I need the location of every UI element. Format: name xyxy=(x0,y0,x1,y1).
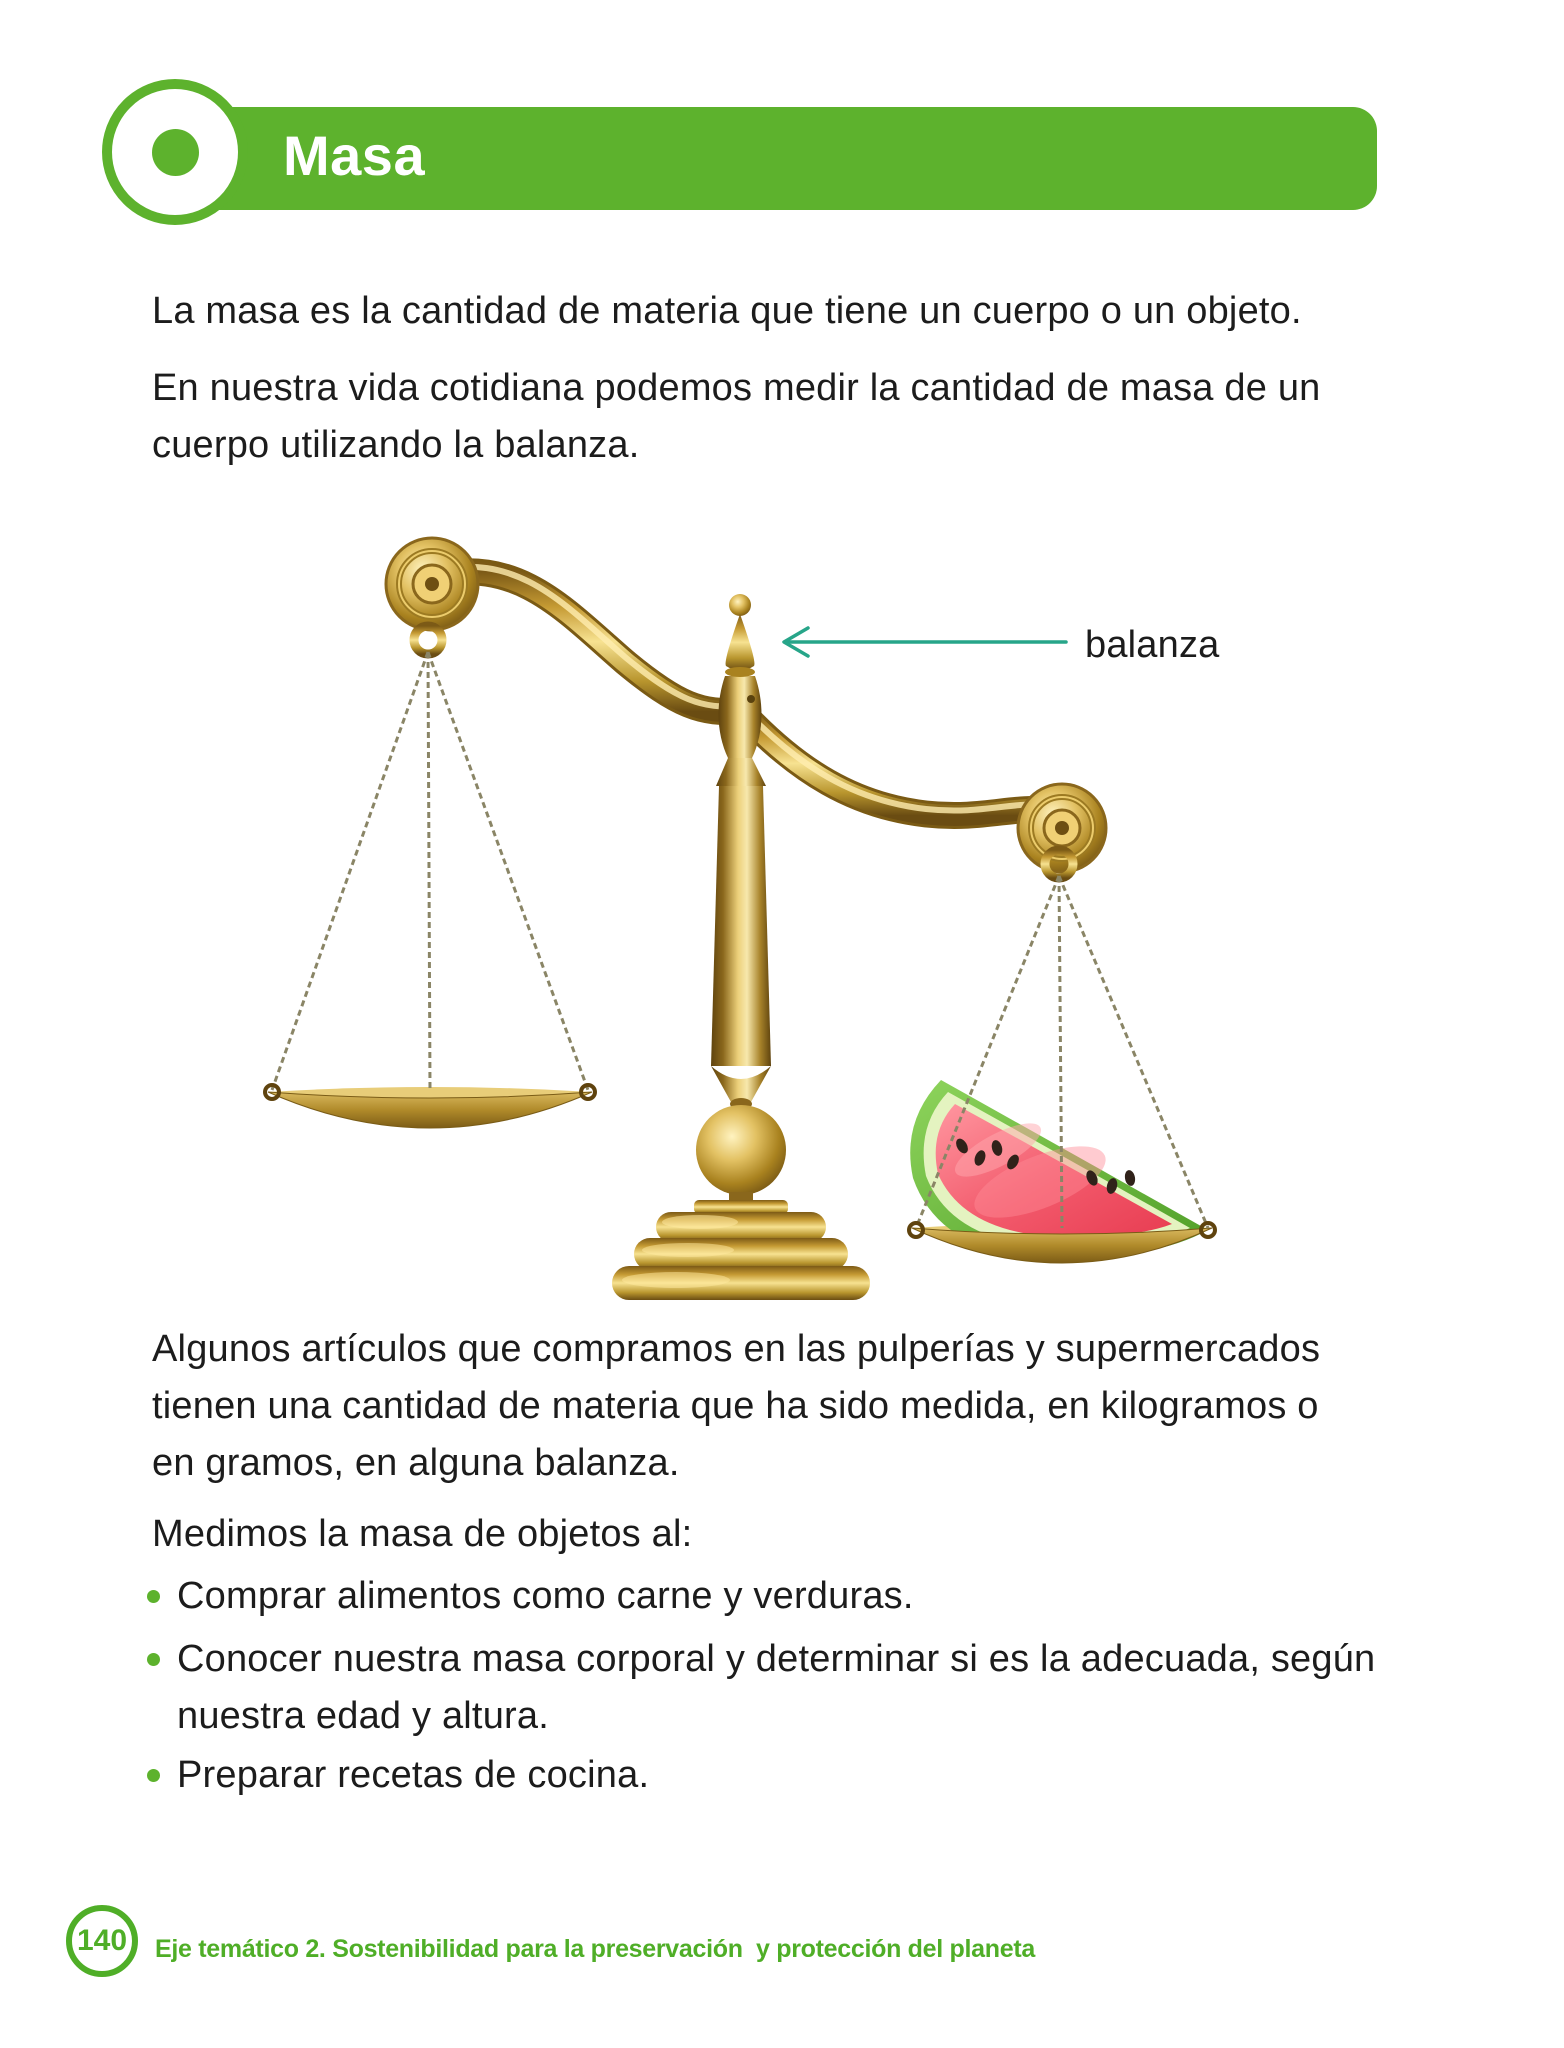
text-line: Algunos artículos que compramos en las pulperías y supermercados xyxy=(152,1328,1321,1370)
text-line: tienen una cantidad de materia que ha sido medida, en kilogramos o xyxy=(152,1385,1319,1427)
circle-dot-inner xyxy=(152,129,199,176)
list-item xyxy=(147,1568,914,1625)
footer-theme-text: Eje temático 2. Sostenibilidad para la preservación y protección del planeta xyxy=(155,1935,1035,1963)
text-line: Comprar alimentos como carne y verduras. xyxy=(177,1575,914,1617)
balanza-arrow-icon xyxy=(784,628,1066,656)
paragraph-list-intro: Medimos la masa de objetos al: xyxy=(152,1513,693,1555)
left-scroll-icon xyxy=(386,538,478,654)
circle-dot-icon xyxy=(102,79,248,225)
right-scroll-icon xyxy=(1018,784,1106,878)
text-line: Conocer nuestra masa corporal y determinar si es la adecuada, según xyxy=(177,1638,1376,1680)
page-number: 140 xyxy=(76,1924,128,1957)
paragraph-measure xyxy=(152,360,1321,474)
text-line: en gramos, en alguna balanza. xyxy=(152,1442,680,1484)
pillar-finial xyxy=(725,594,755,677)
page-title: Masa xyxy=(283,124,426,187)
text-line: La masa es la cantidad de materia que tiene un cuerpo o un objeto. xyxy=(152,290,1302,332)
text-line: nuestra edad y altura. xyxy=(177,1695,549,1737)
figure-label-balanza: balanza xyxy=(1085,624,1220,666)
text-line: En nuestra vida cotidiana podemos medir la cantidad de masa de un xyxy=(152,367,1321,409)
bullet-dot-icon xyxy=(147,1653,160,1666)
paragraph-intro xyxy=(152,283,1302,340)
bullet-dot-icon xyxy=(147,1590,160,1603)
list-item xyxy=(147,1631,1375,1745)
left-pan xyxy=(268,1087,592,1128)
paragraph-articles xyxy=(152,1321,1320,1492)
text-line: cuerpo utilizando la balanza. xyxy=(152,424,640,466)
bullet-dot-icon xyxy=(147,1769,160,1782)
text-line: Preparar recetas de cocina. xyxy=(177,1754,650,1796)
list-item xyxy=(147,1747,649,1804)
page-number-badge xyxy=(66,1905,138,1977)
